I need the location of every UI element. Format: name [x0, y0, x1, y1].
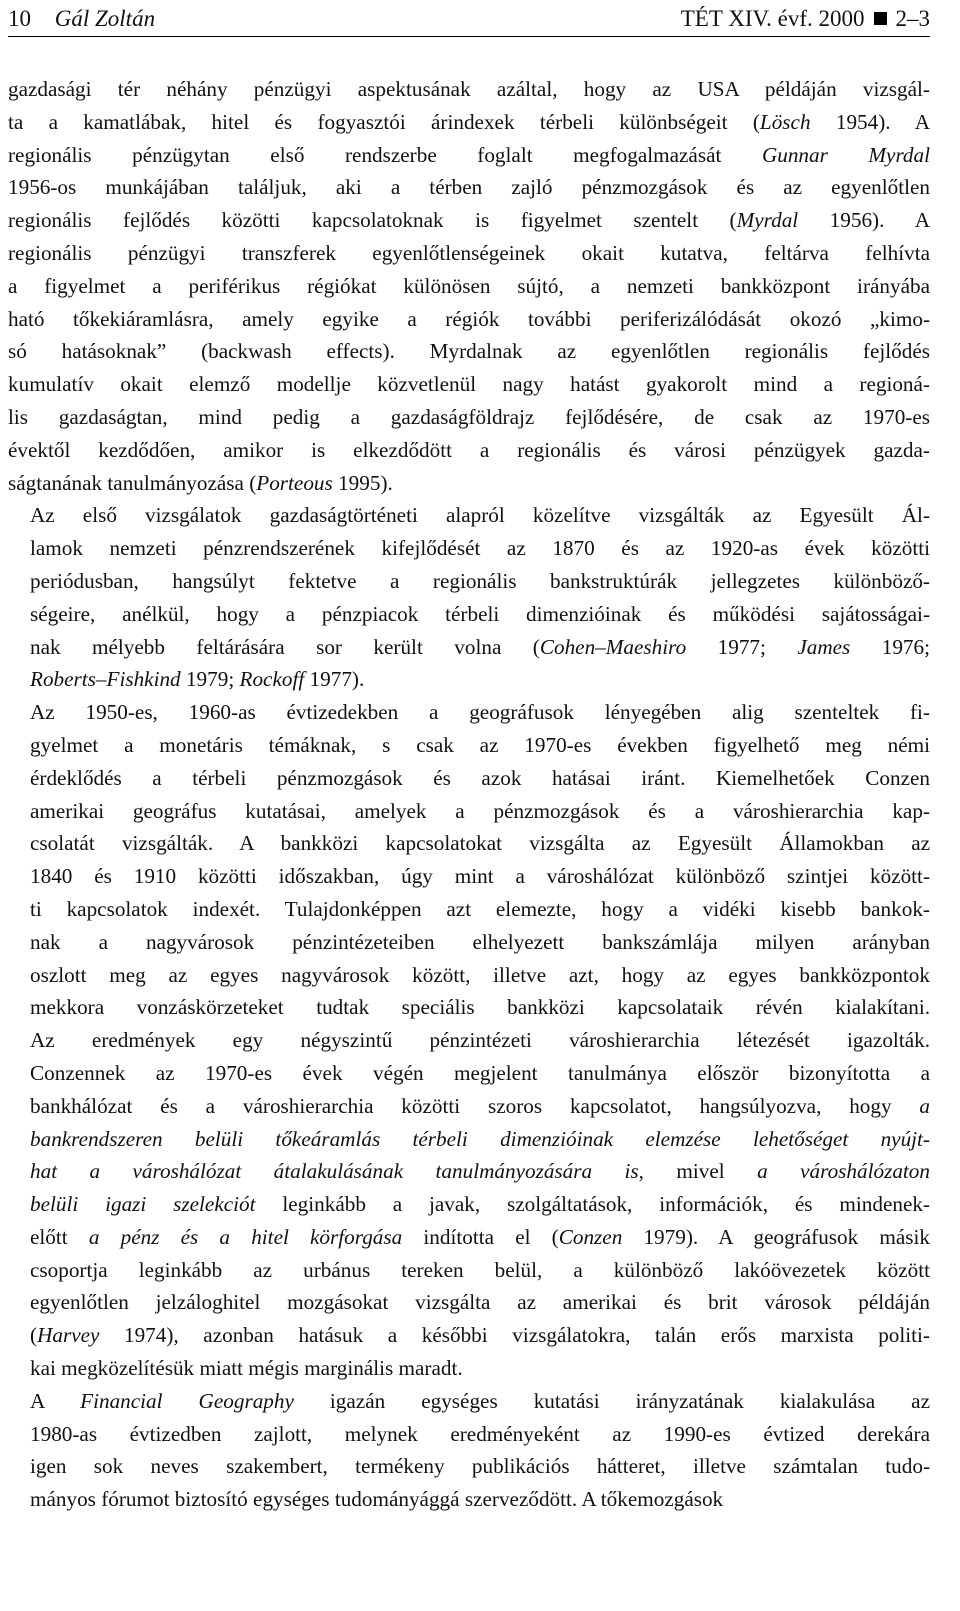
running-header: [8, 4, 930, 34]
text-line: érdeklődés a térbeli pénzmozgások és azok hatásai iránt. Kiemelhetőek Conzen: [30, 765, 930, 790]
text-line: regionális fejlődés közötti kapcsolatoknak is figyelmet szentelt (Myrdal 1956). A: [8, 208, 930, 233]
text-line: ságtanának tanulmányozása (Porteous 1995).: [8, 470, 393, 495]
running-author: Gál Zoltán: [54, 6, 156, 31]
text-line: gyelmet a monetáris témáknak, s csak az 1970-es években figyelhető meg némi: [30, 732, 930, 757]
paragraph-geographers: [8, 696, 930, 1385]
text-line: (Harvey 1974), azonban hatásuk a későbbi vizsgálatokra, talán erős marxista politi-: [30, 1323, 930, 1348]
header-right: [681, 4, 930, 34]
text-line: belüli igazi szelekciót leginkább a javak, szolgáltatások, információk, és mindenek-: [30, 1192, 930, 1217]
text-line: amerikai geográfus kutatásai, amelyek a pénzmozgások és a városhierarchia kap-: [30, 798, 930, 823]
text-line: A Financial Geography igazán egységes kutatási irányzatának kialakulása az: [30, 1388, 930, 1413]
text-line: periódusban, hangsúlyt fektetve a regionális bankstruktúrák jellegzetes különböző-: [30, 568, 930, 593]
text-line: nak mélyebb feltárására sor került volna (Cohen–Maeshiro 1977; James 1976;: [30, 634, 930, 659]
text-line: előtt a pénz és a hitel körforgása indította el (Conzen 1979). A geográfusok másik: [30, 1224, 931, 1249]
text-line: lis gazdaságtan, mind pedig a gazdaságföldrajz fejlődésére, de csak az 1970-es: [8, 404, 930, 429]
text-line: ségeire, anélkül, hogy a pénzpiacok térbeli dimenzióinak és működési sajátosságai-: [30, 601, 930, 626]
text-line: oszlott meg az egyes nagyvárosok között, illetve azt, hogy az egyes bankközpontok: [30, 962, 930, 987]
text-line: Conzennek az 1970-es évek végén megjelent tanulmánya először bizonyította a: [30, 1060, 930, 1085]
text-line: lamok nemzeti pénzrendszerének kifejlődését az 1870 és az 1920-as évek közötti: [30, 536, 930, 561]
text-line: ta a kamatlábak, hitel és fogyasztói árindexek térbeli különbségeit (Lösch 1954). A: [8, 109, 931, 134]
text-line: igen sok neves szakembert, termékeny publikációs hátteret, illetve számtalan tudo-: [30, 1454, 930, 1479]
header-left: [8, 4, 155, 34]
text-line: kai megközelítésük miatt mégis marginális maradt.: [30, 1356, 463, 1381]
text-line: 1956-os munkájában találjuk, aki a térben zajló pénzmozgások és az egyenlőtlen: [8, 175, 930, 200]
text-line: mányos fórumot biztosító egységes tudományággá szerveződött. A tőkemozgások: [30, 1487, 724, 1512]
text-line: ható tőkekiáramlásra, amely egyike a régiók további periferizálódását okozó „kimo-: [8, 306, 930, 331]
text-line: hat a városhálózat átalakulásának tanulmányozására is, mivel a városhálózaton: [30, 1159, 930, 1184]
text-line: Roberts–Fishkind 1979; Rockoff 1977).: [30, 667, 365, 692]
text-line: csoportja leginkább az urbánus tereken belül, a különböző lakóövezetek között: [30, 1257, 930, 1282]
text-line: 1840 és 1910 közötti időszakban, úgy mint a városhálózat különböző szintjei között-: [30, 864, 930, 889]
text-line: évektől kezdődően, amikor is elkezdődött a regionális és városi pénzügyek gazda-: [8, 437, 930, 462]
text-line: nak a nagyvárosok pénzintézeteiben elhelyezett bankszámlája milyen arányban: [30, 929, 930, 954]
issue-number: 2–3: [895, 6, 930, 31]
text-line: 1980-as évtizedben zajlott, melynek eredményeként az 1990-es évtized derekára: [30, 1421, 930, 1446]
text-line: mekkora vonzáskörzeteket tudtak speciális bankközi kapcsolataik révén kialakítani.: [30, 995, 930, 1020]
text-line: a figyelmet a periférikus régiókat különösen sújtó, a nemzeti bankközpont irányába: [8, 273, 930, 298]
text-line: csolatát vizsgálták. A bankközi kapcsolatokat vizsgálta az Egyesült Államokban az: [30, 831, 930, 856]
text-line: bankrendszeren belüli tőkeáramlás térbeli dimenzióinak elemzése lehetőséget nyújt-: [30, 1126, 930, 1151]
text-line: regionális pénzügytan első rendszerbe foglalt megfogalmazását Gunnar Myrdal: [8, 142, 930, 167]
text-line: Az első vizsgálatok gazdaságtörténeti alapról közelítve vizsgálták az Egyesült Ál-: [30, 503, 930, 528]
text-line: regionális pénzügyi transzferek egyenlőtlenségeinek okait kutatva, feltárva felhívta: [8, 240, 930, 265]
page-number: 10: [8, 6, 31, 31]
article-body: [8, 47, 930, 1516]
text-line: bankhálózat és a városhierarchia közötti szoros kapcsolatot, hangsúlyozva, hogy a: [30, 1093, 930, 1118]
paragraph-continuation: [8, 73, 930, 499]
paragraph-financial-geography: [8, 1385, 930, 1516]
header-rule: [8, 36, 930, 37]
text-line: egyenlőtlen jelzáloghitel mozgásokat vizsgálta az amerikai és brit városok példáján: [30, 1290, 930, 1315]
text-line: gazdasági tér néhány pénzügyi aspektusának azáltal, hogy az USA példáján vizsgál-: [8, 77, 930, 101]
text-line: Az 1950-es, 1960-as évtizedekben a geográfusok lényegében alig szenteltek fi-: [30, 700, 930, 725]
text-line: só hatásoknak” (backwash effects). Myrdalnak az egyenlőtlen regionális fejlődés: [8, 339, 930, 364]
journal-info: TÉT XIV. évf. 2000: [680, 6, 865, 31]
text-line: Az eredmények egy négyszintű pénzintézeti városhierarchia létezését igazolták.: [30, 1028, 930, 1053]
square-bullet-icon: [874, 12, 887, 25]
text-line: kumulatív okait elemző modellje közvetlenül nagy hatást gyakorolt mind a regioná-: [8, 372, 930, 397]
paragraph-early-studies: [8, 499, 930, 696]
text-line: ti kapcsolatok indexét. Tulajdonképpen azt elemezte, hogy a vidéki kisebb bankok-: [30, 896, 930, 921]
